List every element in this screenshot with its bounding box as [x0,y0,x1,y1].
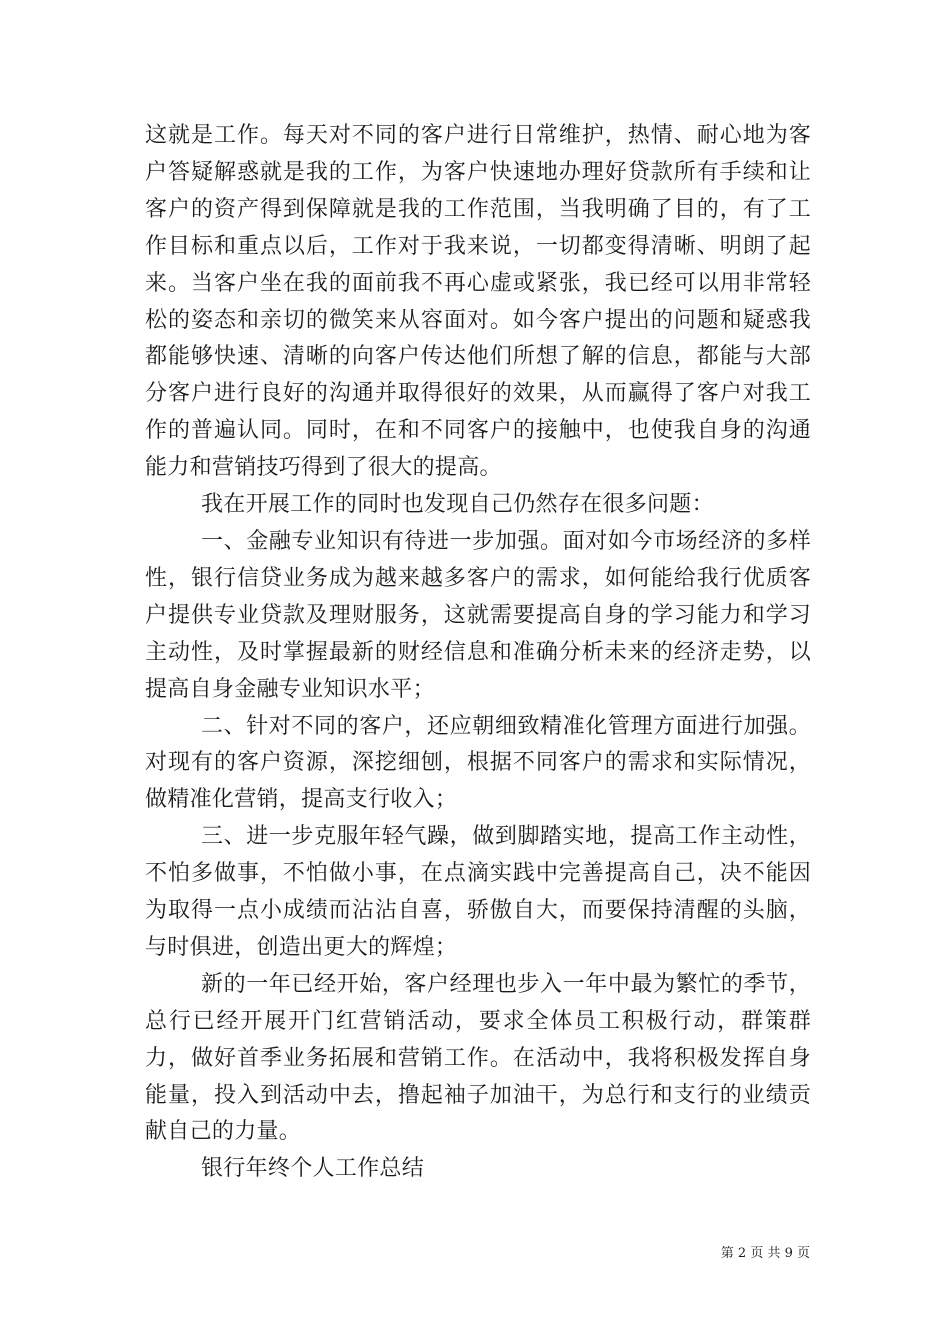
section-heading: 银行年终个人工作总结 [201,1156,425,1182]
paragraph-1: 这就是工作。每天对不同的客户进行日常维护，热情、耐心地为客户答疑解惑就是我的工作，为客户快速地办理好贷款所有手续和让客户的资产得到保障就是我的工作范围，当我明确了目的，有了工作目标和重点以后，工作对于我来说，一切都变得清晰、明朗了起来。当客户坐在我的面前我不再心虚或紧张，我已经可以用非常轻松的姿态和亲切的微笑来从容面对。如今客户提出的问题和疑惑我都能够快速、清晰的向客户传达他们所想了解的信息，都能与大部分客户进行良好的沟通并取得很好的效果，从而赢得了客户对我工作的普遍认同。同时，在和不同客户的接触中，也使我自身的沟通能力和营销技巧得到了很大的提高。 [145,123,811,481]
paragraph-3: 一、金融专业知识有待进一步加强。面对如今市场经济的多样性，银行信贷业务成为越来越多客户的需求，如何能给我行优质客户提供专业贷款及理财服务，这就需要提高自身的学习能力和学习主动性，及时掌握最新的财经信息和准确分析未来的经济走势，以提高自身金融专业知识水平； [145,528,811,702]
paragraph-2: 我在开展工作的同时也发现自己仍然存在很多问题： [201,492,714,518]
document-body [145,118,811,1188]
paragraph-5: 三、进一步克服年轻气躁，做到脚踏实地，提高工作主动性，不怕多做事，不怕做小事，在点滴实践中完善提高自己，决不能因为取得一点小成绩而沾沾自喜，骄傲自大，而要保持清醒的头脑，与时俱进，创造出更大的辉煌； [145,824,811,960]
page-number: 第 2 页 共 9 页 [720,1246,810,1261]
paragraph-6: 新的一年已经开始，客户经理也步入一年中最为繁忙的季节，总行已经开展开门红营销活动，要求全体员工积极行动，群策群力，做好首季业务拓展和营销工作。在活动中，我将积极发挥自身能量，投入到活动中去，撸起袖子加油干，为总行和支行的业绩贡献自己的力量。 [145,971,811,1145]
paragraph-4: 二、针对不同的客户，还应朝细致精准化管理方面进行加强。对现有的客户资源，深挖细刨，根据不同客户的需求和实际情况，做精准化营销，提高支行收入； [145,713,811,813]
